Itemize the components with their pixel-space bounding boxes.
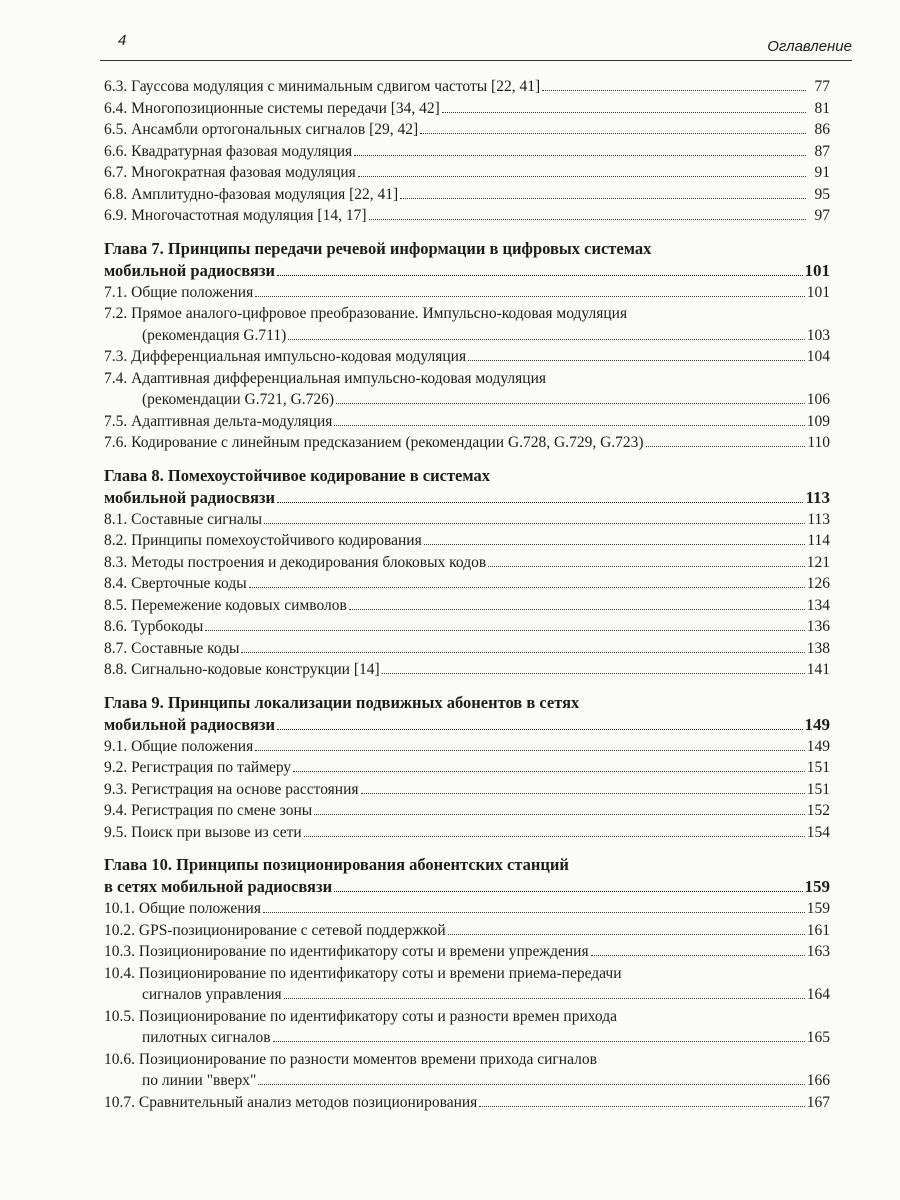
toc-page-number: 114 [807,532,830,549]
toc-entry-title: 9.2. Регистрация по таймеру [104,759,292,776]
toc-entry-title: 10.4. Позиционирование по идентификатору соты и времени приема-передачи [104,964,622,982]
dot-leader [420,133,806,134]
toc-page-number: 121 [806,553,830,571]
toc-entry-title-cont: (рекомендации G.721, G.726) [142,391,335,408]
toc-entry-title: 8.8. Сигнально-кодовые конструкции [14] [104,661,380,678]
toc-entry[interactable] [104,411,830,433]
toc-entry-line [104,920,830,942]
toc-entry-title-cont: сигналов управления [142,986,282,1003]
chapter-title-line [104,714,830,736]
chapter-title: Глава 8. Помехоустойчивое кодирование в системах [104,465,490,485]
chapter-page-number: 149 [804,714,830,734]
toc-entry-line [104,346,830,368]
dot-leader [542,90,806,91]
toc-entry[interactable] [104,1049,830,1092]
dot-leader [334,891,802,892]
toc-entry-line [104,757,830,779]
toc-entry[interactable] [104,530,830,552]
dot-leader [304,836,805,837]
toc-entry-title: 7.3. Дифференциальная импульсно-кодовая модуляция [104,348,467,365]
toc-page-number: 109 [806,412,830,430]
chapter-title: Глава 9. Принципы локализации подвижных абонентов в сетях [104,692,580,712]
toc-entry[interactable] [104,595,830,617]
toc-entry-line [104,1070,830,1092]
toc-entry[interactable] [104,368,830,411]
toc-page-number: 164 [806,986,830,1003]
toc-entry-line [104,736,830,758]
dot-leader [314,814,805,815]
chapter-title-line [104,260,830,282]
dot-leader [479,1106,804,1107]
toc-entry[interactable] [104,963,830,1006]
chapter-heading[interactable] [104,692,830,736]
dot-leader [255,750,805,751]
dot-leader [205,630,804,631]
dot-leader [361,793,805,794]
toc-entry-title: 7.5. Адаптивная дельта-модуляция [104,412,333,430]
toc-page-number: 138 [806,639,830,657]
toc-entry[interactable] [104,346,830,368]
dot-leader [369,219,807,220]
chapter-title: Глава 10. Принципы позиционирования абонентских станций [104,855,569,874]
toc-page-number: 134 [806,596,830,614]
toc-entry-title: 9.4. Регистрация по смене зоны [104,802,313,819]
toc-entry[interactable] [104,76,830,98]
toc-page-number: 113 [807,510,830,528]
toc-entry[interactable] [104,552,830,574]
dot-leader [358,176,806,177]
toc-page-number: 106 [806,391,830,408]
toc-entry-line [104,389,830,411]
toc-page-number: 159 [806,900,830,917]
toc-page-number: 87 [814,142,830,160]
dot-leader [273,1041,805,1042]
running-header [100,28,852,58]
toc-entry[interactable] [104,757,830,779]
toc-entry-title: 7.1. Общие положения [104,283,254,301]
toc-entry-line [104,162,830,184]
dot-leader [241,652,804,653]
toc-page-number: 86 [814,121,830,138]
toc-entry-line [104,941,830,963]
toc-page-number: 91 [814,164,830,181]
toc-entry-line [104,119,830,141]
dot-leader [349,609,805,610]
toc-page-number: 163 [806,943,830,960]
dot-leader [448,934,805,935]
toc-entry-line [104,659,830,681]
toc-entry-line [104,282,830,304]
dot-leader [284,998,805,999]
chapter-title-line [104,876,830,898]
dot-leader [288,339,805,340]
chapter-heading[interactable] [104,465,830,509]
toc-entry-line [104,141,830,163]
toc-entry-title: 7.6. Кодирование с линейным предсказанием (рекомендации G.728, G.729, G.723) [104,434,644,451]
toc-entry-title: 10.6. Позиционирование по разности моментов времени прихода сигналов [104,1050,597,1068]
dot-leader [488,566,805,567]
toc-entry-title: 8.3. Методы построения и декодирования блоковых кодов [104,553,487,571]
toc-entry-title: 9.3. Регистрация на основе расстояния [104,780,359,798]
toc-page-number: 136 [806,618,830,635]
toc-page-number: 103 [806,326,830,344]
chapter-title-cont: в сетях мобильной радиосвязи [104,877,333,896]
toc-entry[interactable] [104,303,830,346]
toc-page-number: 77 [814,78,830,95]
header-divider [100,60,852,61]
toc-entry-line [104,205,830,227]
toc-page-number: 167 [806,1093,830,1111]
toc-entry-title: 8.2. Принципы помехоустойчивого кодирования [104,532,422,549]
toc-entry-line [104,616,830,638]
toc-entry-title: 7.4. Адаптивная дифференциальная импульсно-кодовая модуляция [104,369,546,387]
toc-entry-line [104,325,830,347]
chapter-page-number: 159 [804,877,830,896]
toc-entry[interactable] [104,638,830,660]
toc-entry[interactable] [104,779,830,801]
toc-page-number: 81 [814,99,830,117]
toc-entry-title: 6.6. Квадратурная фазовая модуляция [104,142,353,160]
chapter-title-cont: мобильной радиосвязи [104,487,276,507]
toc-entry-title: 10.2. GPS-позиционирование с сетевой поддержкой [104,921,446,939]
toc-entry-line [104,530,830,552]
toc-entry[interactable] [104,141,830,163]
toc-entry[interactable] [104,162,830,184]
dot-leader [646,446,806,447]
toc-page-number: 101 [806,283,830,301]
toc-entry-line [104,552,830,574]
toc-entry[interactable] [104,822,830,844]
toc-page-number: 166 [806,1072,830,1089]
toc-entry-title: 6.8. Амплитудно-фазовая модуляция [22, 41] [104,185,399,203]
toc-page-number: 141 [806,661,830,678]
toc-entry[interactable] [104,1006,830,1049]
toc-entry-title: 7.2. Прямое аналого-цифровое преобразование. Импульсно-кодовая модуляция [104,305,628,322]
dot-leader [264,523,805,524]
toc-entry-title: 6.5. Ансамбли ортогональных сигналов [29, 42] [104,121,419,138]
section-title: Оглавление [767,38,852,55]
toc-entry-title-cont: пилотных сигналов [142,1029,271,1046]
toc-entry-line [104,898,830,920]
toc-entry-line [104,800,830,822]
toc-entry-title: 8.1. Составные сигналы [104,510,263,528]
table-of-contents [104,76,830,1113]
toc-entry-line [104,184,830,206]
dot-leader [336,403,805,404]
toc-entry-title: 9.1. Общие положения [104,737,254,755]
dot-leader [442,112,806,113]
toc-entry-line [104,411,830,433]
toc-entry[interactable] [104,184,830,206]
dot-leader [354,155,806,156]
toc-entry-title: 6.9. Многочастотная модуляция [14, 17] [104,207,367,224]
toc-entry[interactable] [104,119,830,141]
toc-page-number: 149 [806,737,830,755]
toc-entry[interactable] [104,616,830,638]
chapter-title: Глава 7. Принципы передачи речевой информации в цифровых системах [104,238,652,258]
toc-page-number: 104 [806,348,830,365]
toc-entry-title: 10.1. Общие положения [104,900,261,917]
dot-leader [424,544,806,545]
toc-entry[interactable] [104,432,830,454]
toc-page-number: 95 [814,185,830,203]
toc-entry[interactable] [104,898,830,920]
chapter-heading[interactable] [104,854,830,898]
toc-entry-title: 6.7. Многократная фазовая модуляция [104,164,356,181]
toc-entry-line [104,98,830,120]
chapter-heading[interactable] [104,238,830,282]
dot-leader [293,771,805,772]
toc-entry-title-cont: по линии "вверх" [142,1072,257,1089]
dot-leader [400,198,806,199]
page-number: 4 [118,32,127,49]
toc-entry-title: 6.3. Гауссова модуляция с минимальным сдвигом частоты [22, 41] [104,78,541,95]
toc-entry-line [104,984,830,1006]
dot-leader [277,729,802,730]
toc-page-number: 152 [806,802,830,819]
chapter-page-number: 113 [805,487,830,507]
toc-entry[interactable] [104,736,830,758]
toc-entry[interactable] [104,1092,830,1114]
dot-leader [263,912,805,913]
toc-entry-line [104,509,830,531]
toc-entry-line [104,595,830,617]
dot-leader [249,587,805,588]
toc-entry[interactable] [104,800,830,822]
toc-page-number: 97 [814,207,830,224]
toc-page-number: 154 [806,823,830,841]
toc-entry-title: 8.5. Перемежение кодовых символов [104,596,347,614]
toc-entry[interactable] [104,941,830,963]
toc-entry-title: 10.3. Позиционирование по идентификатору соты и времени упреждения [104,943,589,960]
chapter-title-cont: мобильной радиосвязи [104,260,276,280]
toc-page-number: 151 [806,759,830,776]
toc-entry-line [104,432,830,454]
toc-entry-title: 8.6. Турбокоды [104,618,204,635]
toc-entry-line [104,779,830,801]
toc-page-number: 151 [806,780,830,798]
toc-entry-line [104,1027,830,1049]
toc-entry-line [104,822,830,844]
toc-page-number: 165 [806,1029,830,1046]
dot-leader [334,425,804,426]
toc-entry[interactable] [104,205,830,227]
toc-entry-line [104,573,830,595]
dot-leader [382,673,805,674]
toc-entry-title: 10.7. Сравнительный анализ методов позиционирования [104,1093,478,1111]
toc-entry[interactable] [104,659,830,681]
toc-entry-title: 6.4. Многопозиционные системы передачи [34, 42] [104,99,440,117]
toc-entry[interactable] [104,573,830,595]
toc-entry[interactable] [104,920,830,942]
toc-entry-title: 10.5. Позиционирование по идентификатору соты и разности времен прихода [104,1007,617,1025]
toc-page-number: 161 [806,921,830,939]
chapter-title-line [104,487,830,509]
toc-entry[interactable] [104,282,830,304]
dot-leader [255,296,805,297]
toc-entry-line [104,76,830,98]
toc-page-number: 126 [806,575,830,592]
toc-page-number: 110 [807,434,830,451]
toc-entry[interactable] [104,509,830,531]
toc-entry-line [104,1092,830,1114]
toc-entry[interactable] [104,98,830,120]
toc-entry-title-cont: (рекомендация G.711) [142,326,287,344]
dot-leader [468,360,805,361]
toc-entry-line [104,638,830,660]
dot-leader [277,502,803,503]
toc-entry-title: 8.7. Составные коды [104,639,240,657]
toc-entry-title: 9.5. Поиск при вызове из сети [104,823,302,841]
chapter-page-number: 101 [804,260,830,280]
dot-leader [591,955,805,956]
toc-entry-title: 8.4. Сверточные коды [104,575,247,592]
dot-leader [277,275,802,276]
chapter-title-cont: мобильной радиосвязи [104,714,276,734]
dot-leader [258,1084,804,1085]
